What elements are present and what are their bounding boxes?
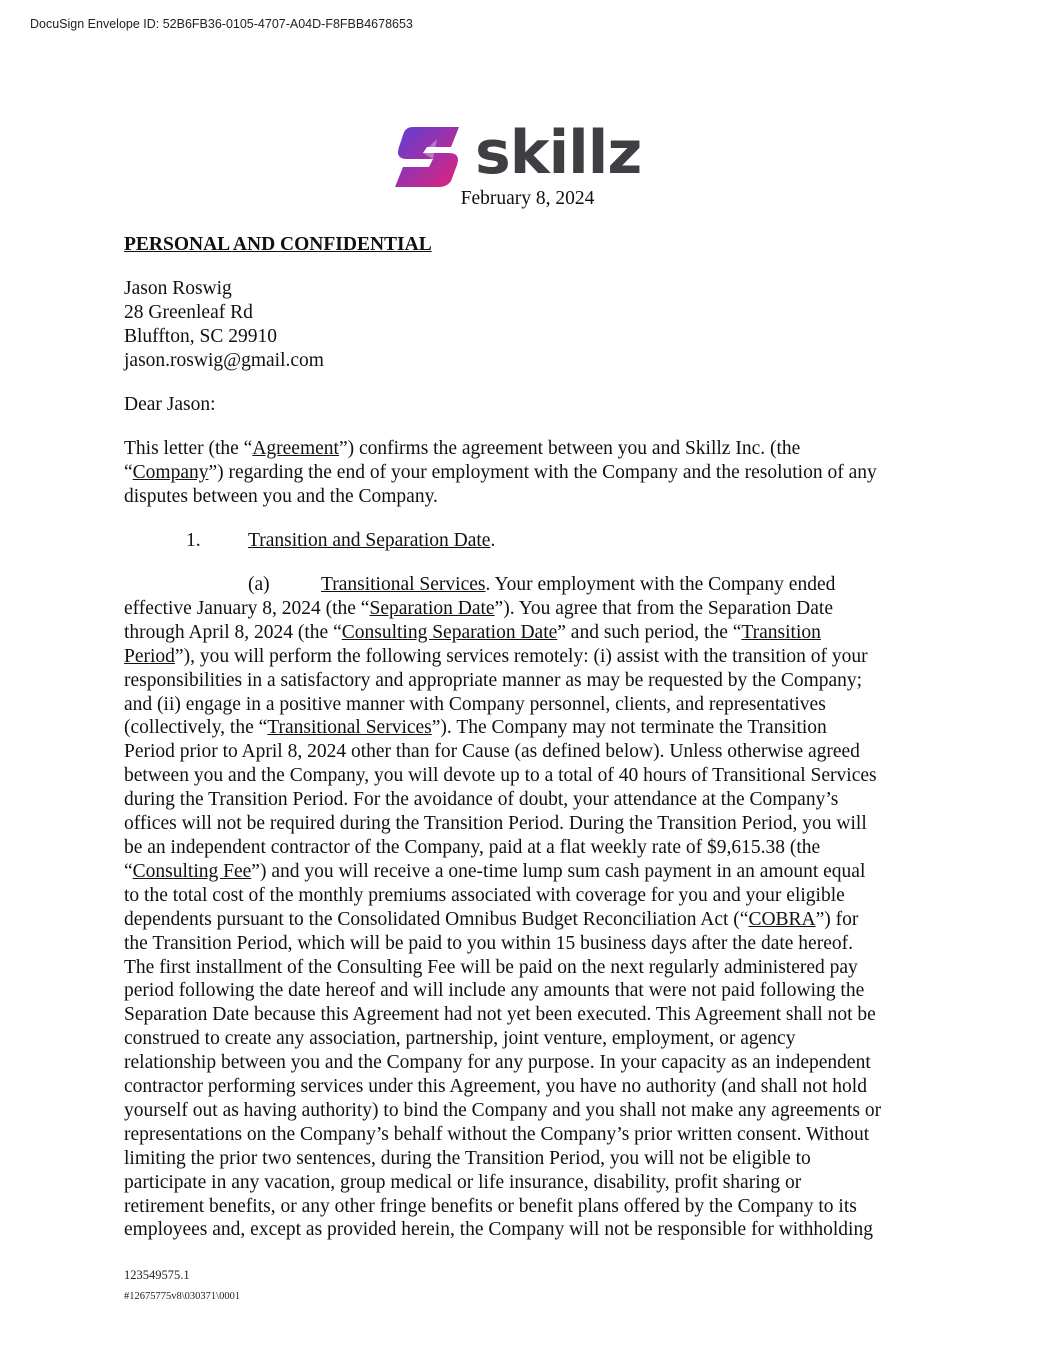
defined-term-agreement: Agreement [252, 438, 339, 459]
defined-term-consulting-separation-date: Consulting Separation Date [341, 621, 558, 643]
skillz-wordmark: skillz [475, 118, 642, 188]
defined-term-consulting-fee: Consulting Fee [132, 860, 252, 882]
salutation: Dear Jason: [124, 394, 216, 415]
section-number: 1. [186, 530, 201, 551]
section-1-heading: 1. Transition and Separation Date. [186, 530, 496, 551]
paragraph-a: (a) Transitional Services. Your employment with the Company ended effective January 8, 2024 (the “Separation Date”). You agree that from the Separation Date through April 8, 2024 (the “Consulting Separation Date” and such period, the “Transition Period”), you will perform the following services remotely: (i) assist with the transition of your responsibilities in a satisfactory and appropriate manner as may be requested by the Company; and (ii) engage in a positive manner with Company personnel, clients, and representatives (collectively, the “Transitional Services”). The Company may not terminate the Transition Period prior to April 8, 2024 other than for Cause (as defined below). Unless otherwise agreed between you and the Company, you will devote up to a total of 40 hours of Transitional Services during the Transition Period. For the avoidance of doubt, your attendance at the Company’s offices will not be required during the Transition Period. During the Transition Period, you will be an independent contractor of the Company, paid at a flat weekly rate of $9,615.38 (the “Consulting Fee”) and you will receive a one-time lump sum cash payment in an amount equal to the total cost of the monthly premiums associated with coverage for you and your eligible dependents pursuant to the Consolidated Omnibus Budget Reconciliation Act (“COBRA”) for the Transition Period, which will be paid to you within 15 business days after the date hereof. The first installment of the Consulting Fee will be paid on the next regularly administered pay period following the date hereof and will include any amounts that were not paid following the Separation Date because this Agreement had not yet been executed. This Agreement shall not be construed to create any association, partnership, joint venture, employment, or agency relationship between you and the Company for any purpose. In your capacity as an independent contractor performing services under this Agreement, you have no authority (and shall not hold yourself out as having authority) to bind the Company and you shall not make any agreements or representations on the Company’s behalf without the Company’s prior written consent. Without limiting the prior two sentences, during the Transition Period, you will not be eligible to participate in any vacation, group medical or life insurance, disability, profit sharing or retirement benefits, or any other fringe benefits or benefit plans offered by the Company to its employees and, except as provided herein, the Company will not be responsible for withholding [124, 574, 882, 1241]
footer-doc-number: 123549575.1 [124, 1268, 190, 1282]
recipient-email: jason.roswig@gmail.com [124, 349, 324, 371]
defined-term-cobra: COBRA [748, 908, 816, 930]
defined-term-transitional-services: Transitional Services [321, 574, 486, 595]
recipient-name: Jason Roswig [124, 278, 232, 299]
section-title: Transition and Separation Date [248, 530, 491, 551]
recipient-city: Bluffton, SC 29910 [124, 325, 277, 347]
defined-term-transition: Transition [741, 621, 821, 643]
defined-term-transitional-services-2: Transitional Services [267, 717, 432, 739]
skillz-s-logo-icon [393, 125, 463, 187]
footer-reference: #12675775v8\030371\0001 [124, 1291, 241, 1302]
paragraph-label: (a) [248, 574, 270, 595]
defined-term-period: Period [124, 645, 175, 667]
docusign-envelope-id: DocuSign Envelope ID: 52B6FB36-0105-4707-A04D-F8FBB4678653 [30, 17, 413, 31]
skillz-logo [393, 118, 685, 188]
recipient-address [124, 277, 324, 373]
intro-paragraph: This letter (the “Agreement”) confirms the agreement between you and Skillz Inc. (the “Company”) regarding the end of your employment with the Company and the resolution of any disputes between you and the Company. [124, 438, 877, 507]
defined-term-company: Company [132, 461, 209, 483]
confidential-heading: PERSONAL AND CONFIDENTIAL [124, 234, 432, 255]
recipient-street: 28 Greenleaf Rd [124, 301, 253, 323]
letter-date: February 8, 2024 [460, 188, 595, 209]
defined-term-separation-date: Separation Date [369, 597, 495, 619]
